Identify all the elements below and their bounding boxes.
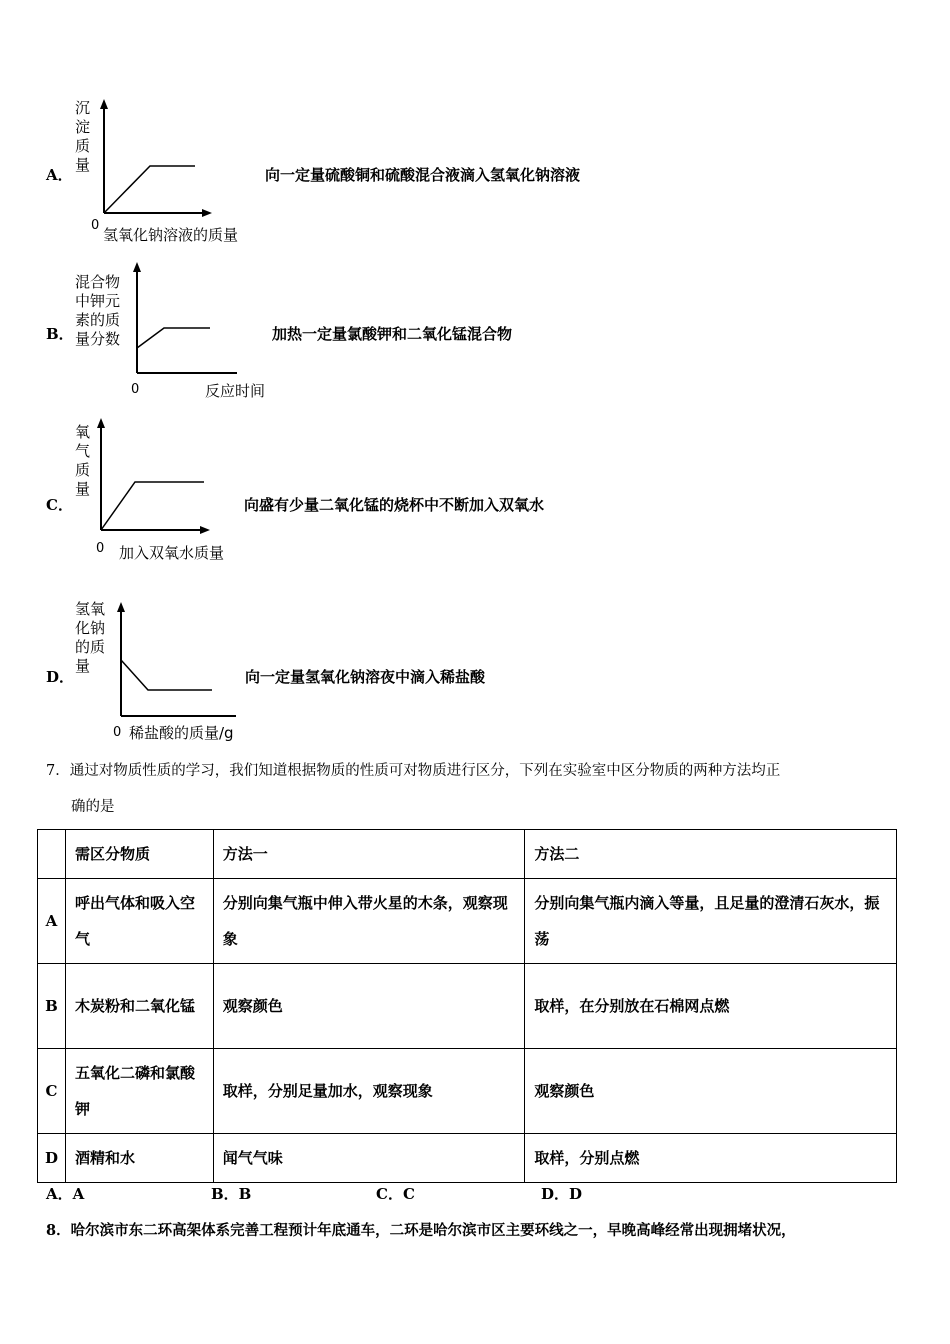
option-d-letter: D．: [46, 668, 75, 686]
question-8-stem: 8．哈尔滨市东二环高架体系完善工程预计年底通车，二环是哈尔滨市区主要环线之一，早晚高峰经常出现拥堵状况，: [46, 1222, 796, 1239]
graph-d-curve: [121, 660, 212, 690]
table-header-cell: 需区分物质: [65, 830, 213, 879]
graph-c-y-label: 氧 气 质 量: [75, 423, 91, 498]
question-7-table: [37, 829, 897, 1183]
graph-a-origin: 0: [91, 218, 100, 233]
table-cell: 酒精和水: [65, 1134, 213, 1183]
graph-b-origin: 0: [131, 382, 140, 397]
table-cell: 观察颜色: [525, 1049, 897, 1134]
table-cell: 分别向集气瓶中伸入带火星的木条，观察现象: [213, 879, 525, 964]
option-c-description: 向盛有少量二氧化锰的烧杯中不断加入双氧水: [244, 496, 545, 514]
table-cell: 观察颜色: [213, 964, 525, 1049]
table-cell: 呼出气体和吸入空气: [65, 879, 213, 964]
table-header-cell: [38, 830, 66, 879]
choice-a[interactable]: A．A: [46, 1185, 85, 1203]
graph-b-x-label: 反应时间: [205, 382, 266, 400]
question-7-stem-line1: 7．通过对物质性质的学习，我们知道根据物质的性质可对物质进行区分，下列在实验室中区分物质的两种方法均正: [46, 763, 781, 779]
table-header-row: [38, 830, 897, 879]
option-c-letter: C．: [46, 496, 73, 514]
graph-c-origin: 0: [96, 541, 105, 556]
choice-c[interactable]: C．C: [376, 1185, 415, 1203]
table-row: [38, 964, 897, 1049]
table-cell: 取样，分别足量加水，观察现象: [213, 1049, 525, 1134]
choice-d[interactable]: D．D: [541, 1185, 583, 1203]
graph-a-x-label: 氢氧化钠溶液的质量: [103, 226, 239, 244]
row-label: D: [38, 1134, 66, 1183]
option-b-description: 加热一定量氯酸钾和二氧化锰混合物: [272, 325, 513, 343]
table-header-cell: 方法二: [525, 830, 897, 879]
table-row: [38, 1134, 897, 1183]
graph-a-y-label: 沉 淀 质 量: [75, 99, 91, 174]
table-cell: 木炭粉和二氧化锰: [65, 964, 213, 1049]
graph-d-y-arrow: [117, 602, 125, 612]
choice-b[interactable]: B．B: [211, 1185, 252, 1203]
table-cell: 取样，分别点燃: [525, 1134, 897, 1183]
option-a-letter: A．: [46, 166, 73, 184]
row-label: B: [38, 964, 66, 1049]
table-row: [38, 879, 897, 964]
row-label: C: [38, 1049, 66, 1134]
table-cell: 分别向集气瓶内滴入等量，且足量的澄清石灰水，振荡: [525, 879, 897, 964]
option-a-description: 向一定量硫酸铜和硫酸混合液滴入氢氧化钠溶液: [265, 166, 581, 184]
graph-d-x-label: 稀盐酸的质量/g: [129, 724, 234, 742]
graph-d-origin: 0: [113, 725, 122, 740]
graph-b-y-label: 混合物 中钾元 素的质 量分数: [75, 273, 121, 348]
table-cell: 取样，在分别放在石棉网点燃: [525, 964, 897, 1049]
table-cell: 五氧化二磷和氯酸钾: [65, 1049, 213, 1134]
row-label: A: [38, 879, 66, 964]
option-b-letter: B．: [46, 325, 74, 343]
option-d-description: 向一定量氢氧化钠溶夜中滴入稀盐酸: [245, 668, 486, 686]
graph-c-x-label: 加入双氧水质量: [119, 544, 225, 562]
table-row: [38, 1049, 897, 1134]
table-cell: 闻气气味: [213, 1134, 525, 1183]
table-header-cell: 方法一: [213, 830, 525, 879]
graph-d-y-label: 氢氧 化钠 的质 量: [75, 600, 106, 675]
question-7-stem-line2: 确的是: [71, 799, 115, 815]
